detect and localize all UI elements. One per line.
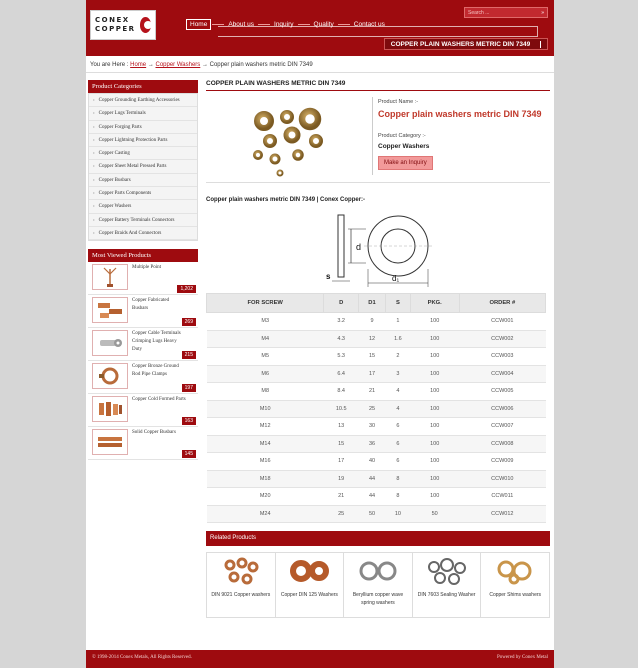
table-cell: CCW012 xyxy=(459,505,545,523)
table-row xyxy=(207,313,546,331)
product-thumbnail[interactable] xyxy=(92,396,128,422)
table-row xyxy=(207,435,546,453)
page-banner xyxy=(384,38,548,50)
main-content xyxy=(206,80,550,618)
site-logo[interactable] xyxy=(90,10,156,40)
table-cell: 3.2 xyxy=(324,313,359,331)
table-cell: M4 xyxy=(207,330,324,348)
table-cell: CCW004 xyxy=(459,365,545,383)
table-cell: CCW003 xyxy=(459,348,545,366)
breadcrumb-arrow: → xyxy=(146,62,156,68)
table-cell: CCW011 xyxy=(459,488,545,506)
category-item[interactable]: › Copper Casting xyxy=(89,147,197,160)
table-cell: 100 xyxy=(410,453,459,471)
page xyxy=(86,0,554,668)
busbar-image xyxy=(95,299,125,321)
nav-separator xyxy=(338,24,350,25)
product-info xyxy=(378,99,548,170)
view-count-badge: 215 xyxy=(182,351,196,359)
page-banner-text: COPPER PLAIN WASHERS METRIC DIN 7349 xyxy=(390,41,531,49)
nav-home[interactable]: Home xyxy=(186,19,211,30)
most-viewed-item[interactable] xyxy=(88,295,198,328)
most-viewed-label[interactable]: Copper Cable Terminals Crimping Lugs Heavy Duty xyxy=(132,331,181,353)
table-row xyxy=(207,365,546,383)
product-summary xyxy=(206,91,550,183)
page-title: COPPER PLAIN WASHERS METRIC DIN 7349 xyxy=(206,80,550,91)
table-cell: M6 xyxy=(207,365,324,383)
table-cell: 6.4 xyxy=(324,365,359,383)
search-input[interactable] xyxy=(464,7,548,18)
wave-spring-washers-image xyxy=(353,555,403,587)
table-cell: CCW001 xyxy=(459,313,545,331)
table-cell: 5.3 xyxy=(324,348,359,366)
column-header: S xyxy=(386,294,411,313)
breadcrumb-current: Copper plain washers metric DIN 7349 xyxy=(209,62,313,68)
product-category-label: Product Category :- xyxy=(378,133,426,139)
category-item[interactable]: › Copper Battery Terminals Connectors xyxy=(89,214,197,227)
shims-washers-image xyxy=(490,555,540,587)
nav-separator xyxy=(298,24,310,25)
search-go-icon[interactable]: » xyxy=(541,9,544,16)
washers-product-image xyxy=(240,99,340,179)
product-thumbnail[interactable] xyxy=(92,429,128,455)
related-products-title: Related Products xyxy=(206,531,550,546)
related-product[interactable] xyxy=(207,553,276,617)
table-header-row xyxy=(207,294,546,313)
table-cell: 100 xyxy=(410,435,459,453)
table-cell: 10 xyxy=(386,505,411,523)
powered-by-link[interactable]: Powered by Conex Metal xyxy=(497,655,548,660)
table-cell: 30 xyxy=(358,418,385,436)
related-product-label[interactable]: DIN 9021 Copper washers xyxy=(211,592,271,598)
related-products xyxy=(206,552,550,618)
category-item[interactable]: › Copper Grounding Earthing Accessories xyxy=(89,94,197,107)
pipe-clamp-image xyxy=(95,365,125,387)
related-product[interactable] xyxy=(344,553,413,617)
category-item[interactable]: › Copper Sheet Metal Pressed Parts xyxy=(89,160,197,173)
most-viewed-item[interactable] xyxy=(88,394,198,427)
table-cell: M16 xyxy=(207,453,324,471)
table-cell: 100 xyxy=(410,383,459,401)
view-count-badge: 163 xyxy=(182,417,196,425)
most-viewed-item[interactable] xyxy=(88,328,198,361)
table-cell: 100 xyxy=(410,470,459,488)
table-row xyxy=(207,348,546,366)
nav-quality[interactable]: Quality xyxy=(313,21,334,28)
breadcrumb-home[interactable]: Home xyxy=(130,62,147,68)
column-header: D xyxy=(324,294,359,313)
table-cell: 4 xyxy=(386,383,411,401)
table-cell: 25 xyxy=(324,505,359,523)
table-cell: M3 xyxy=(207,313,324,331)
categories-list xyxy=(88,93,198,241)
table-cell: CCW005 xyxy=(459,383,545,401)
sealing-washer-image xyxy=(422,555,472,587)
table-cell: 1.6 xyxy=(386,330,411,348)
breadcrumb xyxy=(90,62,313,68)
most-viewed-label[interactable]: Copper Bronze Ground Rod Pipe Clamps xyxy=(132,364,179,378)
most-viewed-title: Most Viewed Products xyxy=(88,249,198,262)
table-cell: M12 xyxy=(207,418,324,436)
sidebar xyxy=(88,80,198,460)
category-item[interactable]: › Copper Busbars xyxy=(89,174,197,187)
categories-title: Product Categories xyxy=(88,80,198,93)
product-thumbnail[interactable] xyxy=(92,264,128,290)
category-item[interactable]: › Copper Parts Components xyxy=(89,187,197,200)
table-cell: 50 xyxy=(358,505,385,523)
product-thumbnail[interactable] xyxy=(92,297,128,323)
view-count-badge: 1,202 xyxy=(177,285,196,293)
category-item[interactable]: › Copper Washers xyxy=(89,200,197,213)
table-cell: 21 xyxy=(358,383,385,401)
category-item[interactable]: › Copper Forging Parts xyxy=(89,121,197,134)
nav-separator xyxy=(212,24,224,25)
nav-about[interactable]: About us xyxy=(228,21,255,28)
table-cell: 19 xyxy=(324,470,359,488)
description-title: Copper plain washers metric DIN 7349 | Conex Copper:- xyxy=(206,197,366,203)
table-cell: 3 xyxy=(386,365,411,383)
diagram-label-d: d xyxy=(356,242,362,252)
table-row xyxy=(207,400,546,418)
table-cell: 8 xyxy=(386,488,411,506)
most-viewed-label[interactable]: Copper Fabricated Busbars xyxy=(132,298,170,312)
table-cell: 1 xyxy=(386,313,411,331)
table-cell: CCW007 xyxy=(459,418,545,436)
nav-inquiry[interactable]: Inquiry xyxy=(274,21,294,28)
table-cell: M18 xyxy=(207,470,324,488)
table-cell: CCW010 xyxy=(459,470,545,488)
din-9021-washers-image xyxy=(216,555,266,587)
table-cell: 100 xyxy=(410,348,459,366)
table-cell: 9 xyxy=(358,313,385,331)
table-row xyxy=(207,418,546,436)
table-cell: 17 xyxy=(358,365,385,383)
table-cell: 100 xyxy=(410,330,459,348)
product-thumbnail[interactable] xyxy=(92,363,128,389)
table-cell: M14 xyxy=(207,435,324,453)
related-product-label[interactable]: Copper DIN 125 Washers xyxy=(280,592,338,598)
table-row xyxy=(207,330,546,348)
table-cell: 44 xyxy=(358,488,385,506)
category-item[interactable]: › Copper Lightning Protection Parts xyxy=(89,134,197,147)
table-cell: 6 xyxy=(386,435,411,453)
nav-separator xyxy=(258,24,270,25)
most-viewed-label[interactable]: Multiple Point xyxy=(132,265,162,271)
divider xyxy=(372,97,373,175)
table-cell: 15 xyxy=(324,435,359,453)
divider xyxy=(86,72,554,73)
site-footer xyxy=(86,650,554,668)
table-cell: 4 xyxy=(386,400,411,418)
table-cell: 21 xyxy=(324,488,359,506)
site-header xyxy=(86,0,554,56)
logo-line-1: CONEX xyxy=(95,16,130,24)
related-product[interactable] xyxy=(413,553,482,617)
table-cell: M5 xyxy=(207,348,324,366)
table-cell: CCW009 xyxy=(459,453,545,471)
product-name: Copper plain washers metric DIN 7349 xyxy=(378,109,542,119)
table-cell: CCW006 xyxy=(459,400,545,418)
diagram-label-s: s xyxy=(326,272,331,281)
table-cell: 36 xyxy=(358,435,385,453)
table-cell: 100 xyxy=(410,400,459,418)
logo-line-2: COPPER xyxy=(95,25,136,33)
table-cell: 25 xyxy=(358,400,385,418)
related-product[interactable] xyxy=(481,553,549,617)
table-cell: 40 xyxy=(358,453,385,471)
copyright-text: © 1998-2014 Conex Metals, All Rights Reserved. xyxy=(92,655,192,660)
table-row xyxy=(207,505,546,523)
view-count-badge: 269 xyxy=(182,318,196,326)
most-viewed-item[interactable] xyxy=(88,262,198,295)
table-cell: 100 xyxy=(410,488,459,506)
nav-contact[interactable]: Contact us xyxy=(353,21,385,28)
cold-formed-parts-image xyxy=(95,398,125,420)
specification-table xyxy=(206,293,546,523)
table-cell: M10 xyxy=(207,400,324,418)
table-cell: M24 xyxy=(207,505,324,523)
table-row xyxy=(207,488,546,506)
column-header: ORDER # xyxy=(459,294,545,313)
table-cell: 12 xyxy=(358,330,385,348)
related-product-label[interactable]: DIN 7603 Sealing Washer xyxy=(417,592,476,598)
related-product[interactable] xyxy=(276,553,345,617)
table-cell: CCW008 xyxy=(459,435,545,453)
multiple-point-image xyxy=(95,266,125,288)
column-header: PKG. xyxy=(410,294,459,313)
related-product-label[interactable]: Beryllium copper wave spring washers xyxy=(352,592,404,606)
table-cell: 8.4 xyxy=(324,383,359,401)
logo-hex-icon xyxy=(140,17,151,33)
table-cell: 6 xyxy=(386,453,411,471)
view-count-badge: 145 xyxy=(182,450,196,458)
most-viewed-item[interactable] xyxy=(88,427,198,460)
table-cell: 15 xyxy=(358,348,385,366)
most-viewed-list xyxy=(88,262,198,460)
column-header: FOR SCREW xyxy=(207,294,324,313)
table-cell: 6 xyxy=(386,418,411,436)
category-item[interactable]: › Copper Braids And Connectors xyxy=(89,227,197,240)
product-thumbnail[interactable] xyxy=(92,330,128,356)
table-cell: 50 xyxy=(410,505,459,523)
breadcrumb-category[interactable]: Copper Washers xyxy=(155,62,201,68)
table-cell: 8 xyxy=(386,470,411,488)
banner-bar-icon xyxy=(540,41,541,48)
main-nav xyxy=(186,19,388,30)
breadcrumb-prefix: You are Here : xyxy=(90,62,131,68)
table-cell: 17 xyxy=(324,453,359,471)
view-count-badge: 197 xyxy=(182,384,196,392)
table-cell: CCW002 xyxy=(459,330,545,348)
table-cell: 10.5 xyxy=(324,400,359,418)
product-category: Copper Washers xyxy=(378,143,430,150)
most-viewed-item[interactable] xyxy=(88,361,198,394)
column-header: D1 xyxy=(358,294,385,313)
most-viewed-label[interactable]: Solid Copper Busbars xyxy=(132,430,176,436)
table-cell: 2 xyxy=(386,348,411,366)
cable-lug-image xyxy=(95,332,125,354)
related-product-label[interactable]: Copper Shims washers xyxy=(489,592,542,598)
table-row xyxy=(207,383,546,401)
most-viewed-label[interactable]: Copper Cold Formed Parts xyxy=(132,397,186,403)
table-cell: M8 xyxy=(207,383,324,401)
solid-busbar-image xyxy=(95,431,125,453)
table-cell: 100 xyxy=(410,313,459,331)
table-cell: 4.3 xyxy=(324,330,359,348)
category-item[interactable]: › Copper Lugs Terminals xyxy=(89,107,197,120)
table-cell: 44 xyxy=(358,470,385,488)
dimension-drawing xyxy=(206,207,550,289)
diagram-label-d1: d₁ xyxy=(392,274,400,283)
washer-dimension-diagram xyxy=(206,207,550,289)
table-row xyxy=(207,470,546,488)
make-inquiry-button[interactable]: Make an Inquiry xyxy=(378,156,433,170)
table-body xyxy=(207,313,546,523)
table-row xyxy=(207,453,546,471)
table-cell: 13 xyxy=(324,418,359,436)
breadcrumb-arrow: → xyxy=(200,62,210,68)
table-cell: M20 xyxy=(207,488,324,506)
table-cell: 100 xyxy=(410,365,459,383)
table-cell: 100 xyxy=(410,418,459,436)
product-name-label: Product Name :- xyxy=(378,99,419,105)
search-placeholder: Search ... xyxy=(468,9,490,16)
din-125-washers-image xyxy=(284,555,334,587)
